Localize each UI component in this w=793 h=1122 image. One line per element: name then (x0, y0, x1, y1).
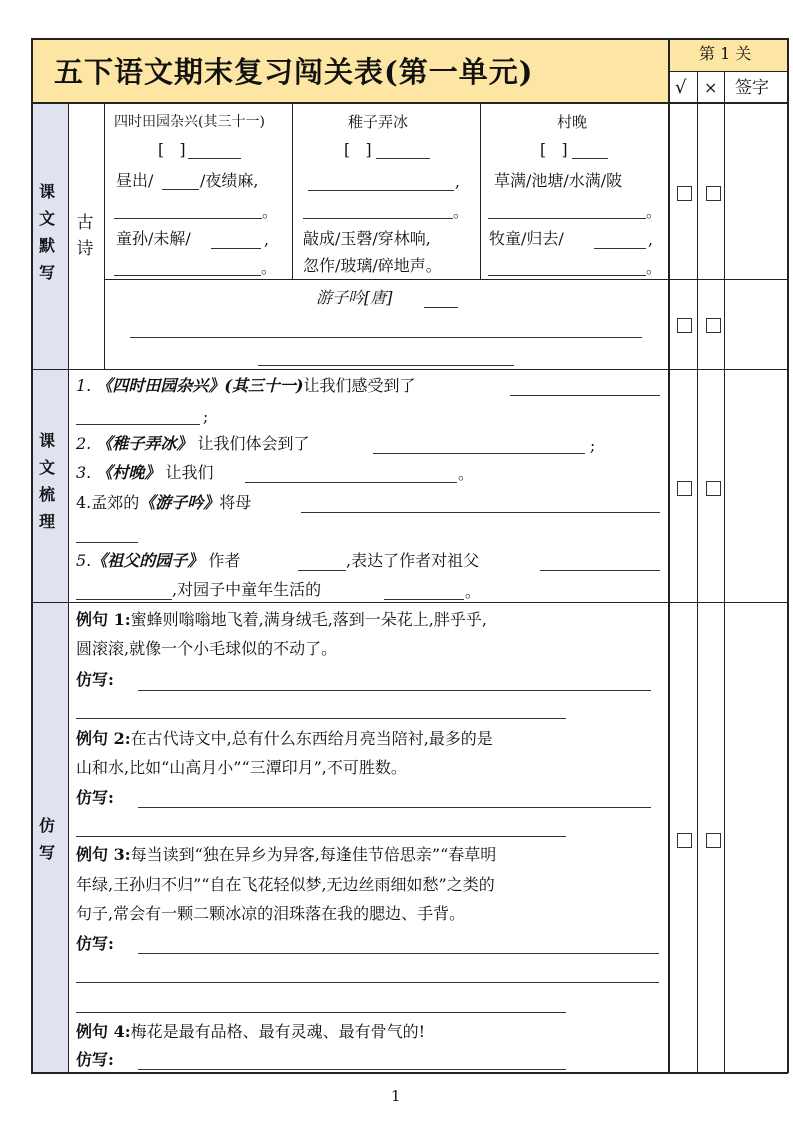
example-2-line1: 例句 2:在古代诗文中,总有什么东西给月亮当陪衬,最多的是 (76, 729, 493, 748)
poem2-line3: 敲成/玉磬/穿林响, (303, 229, 431, 248)
poem1-line4-period: 。 (261, 259, 277, 277)
poem1-line2-blank[interactable] (114, 218, 262, 219)
poem1-line1-start: 昼出/ (116, 171, 154, 190)
poem1-line1-end: /夜绩麻, (200, 171, 259, 190)
poem3-line4-blank[interactable] (488, 275, 646, 276)
review-item-5: 5.《祖父的园子》 作者 (76, 551, 241, 570)
imitate-3-blank-a[interactable] (138, 953, 659, 954)
review-item-2: 2. 《稚子弄冰》 让我们体会到了 (76, 434, 310, 453)
poem1-line3-blank[interactable] (211, 248, 261, 249)
poem2-line2-period: 。 (453, 203, 469, 221)
poem2-author-slot: [ ] (344, 141, 372, 159)
review-item-5-text3: ,对园子中童年生活的 (172, 580, 322, 599)
poem2-line2-blank[interactable] (303, 218, 453, 219)
poem3-line3-blank[interactable] (594, 248, 646, 249)
review-item-5-text2: ,表达了作者对祖父 (346, 551, 480, 570)
poem3-author-slot: [ ] (540, 141, 568, 159)
example-2-line2: 山和水,比如“山高月小”“三潭印月”,不可胜数。 (76, 758, 407, 777)
ancient-poetry-label: 古诗 (76, 213, 94, 259)
review-item-1: 1. 《四时田园杂兴》(其三十一)让我们感受到了 (76, 376, 416, 395)
review-item-2-end: ; (590, 437, 596, 455)
sign-label: 签字 (735, 78, 769, 98)
poem1-line1-blank[interactable] (162, 189, 199, 190)
poem1-line2-period: 。 (262, 203, 278, 221)
imitate-1-blank-b[interactable] (76, 718, 566, 719)
imitate-1-blank-a[interactable] (138, 690, 651, 691)
poem2-author-blank[interactable] (376, 158, 430, 159)
imitate-2-blank-a[interactable] (138, 807, 651, 808)
review-check-checkbox[interactable] (677, 481, 692, 496)
poem2-line4: 忽作/玻璃/碎地声。 (303, 256, 442, 275)
poem3-line2-blank[interactable] (488, 218, 646, 219)
poem4-title-blank[interactable] (424, 307, 458, 308)
imitate-4-blank[interactable] (138, 1069, 566, 1070)
poem1-title: 四时田园杂兴(其三十一) (114, 114, 265, 130)
check-symbol: √ (675, 77, 687, 98)
poem3-author-blank[interactable] (572, 158, 608, 159)
poem3-line4-period: 。 (646, 259, 662, 277)
poem2-title: 稚子弄冰 (348, 113, 409, 131)
imitate-3-blank-c[interactable] (76, 1012, 566, 1013)
imitate-3-label: 仿写: (76, 934, 114, 953)
poem1-line4-blank[interactable] (114, 275, 261, 276)
review-cross-checkbox[interactable] (706, 481, 721, 496)
poem2-line1-comma: , (455, 173, 460, 191)
review-item-1-blank-a[interactable] (510, 395, 660, 396)
imitate-check-checkbox[interactable] (677, 833, 692, 848)
review-item-2-blank[interactable] (373, 453, 585, 454)
imitate-4-label: 仿写: (76, 1050, 114, 1069)
review-item-1-blank-b[interactable] (76, 424, 200, 425)
cross-symbol: × (704, 78, 718, 97)
review-item-5-blank-b[interactable] (540, 570, 660, 571)
poem3-line3-comma: , (648, 231, 653, 249)
recite-poems-cross-checkbox[interactable] (706, 186, 721, 201)
example-3-line3: 句子,常会有一颗二颗冰凉的泪珠落在我的腮边、手背。 (76, 904, 466, 923)
poem3-line2-period: 。 (646, 203, 662, 221)
poem3-line3-start: 牧童/归去/ (489, 229, 564, 248)
recite-youziyin-cross-checkbox[interactable] (706, 318, 721, 333)
example-1-line1: 例句 1:蜜蜂则嗡嗡地飞着,满身绒毛,落到一朵花上,胖乎乎, (76, 610, 487, 629)
poem4-line2-blank[interactable] (258, 365, 514, 366)
review-item-3-blank[interactable] (245, 482, 457, 483)
review-item-4-blank-a[interactable] (301, 512, 660, 513)
review-item-3: 3. 《村晚》 让我们 (76, 463, 214, 482)
review-item-5-blank-c[interactable] (76, 599, 172, 600)
example-3-line1: 例句 3:每当读到“独在异乡为异客,每逢佳节倍思亲”“春草明 (76, 845, 497, 864)
imitate-1-label: 仿写: (76, 670, 114, 689)
example-1-line2: 圆滚滚,就像一个小毛球似的不动了。 (76, 639, 338, 658)
review-item-1-end: ; (203, 408, 209, 426)
example-4-line1: 例句 4:梅花是最有品格、最有灵魂、最有骨气的! (76, 1022, 426, 1041)
review-item-4-blank-b[interactable] (76, 542, 138, 543)
poem4-line1-blank[interactable] (130, 337, 642, 338)
recite-section-label: 课文默写 (39, 182, 56, 282)
level-label: 第 1 关 (699, 44, 752, 63)
poem1-author-blank[interactable] (188, 158, 241, 159)
review-item-3-end: 。 (458, 465, 474, 483)
poem1-author-slot: [ ] (158, 141, 186, 159)
review-item-5-blank-a[interactable] (298, 570, 346, 571)
imitate-2-label: 仿写: (76, 788, 114, 807)
poem3-title: 村晚 (557, 113, 588, 131)
recite-youziyin-check-checkbox[interactable] (677, 318, 692, 333)
imitate-2-blank-b[interactable] (76, 836, 566, 837)
imitate-3-blank-b[interactable] (76, 982, 659, 983)
imitate-section-label: 仿写 (39, 816, 56, 862)
review-item-5-blank-d[interactable] (384, 599, 464, 600)
poem2-line1-blank[interactable] (308, 190, 454, 191)
example-3-line2: 年绿,王孙归不归”“自在飞花轻似梦,无边丝雨细如愁”之类的 (76, 875, 495, 894)
recite-poems-check-checkbox[interactable] (677, 186, 692, 201)
imitate-cross-checkbox[interactable] (706, 833, 721, 848)
poem1-line3-comma: , (264, 231, 269, 249)
review-item-5-end: 。 (465, 583, 481, 601)
poem4-title: 游子吟[唐] (316, 288, 393, 307)
poem1-line3-start: 童孙/未解/ (116, 229, 191, 248)
review-item-4: 4.孟郊的《游子吟》将母 (76, 493, 252, 512)
page-number: 1 (391, 1087, 401, 1105)
poem3-line1: 草满/池塘/水满/陂 (494, 171, 623, 190)
review-section-label: 课文梳理 (39, 431, 56, 531)
page-title: 五下语文期末复习闯关表(第一单元) (54, 55, 534, 89)
